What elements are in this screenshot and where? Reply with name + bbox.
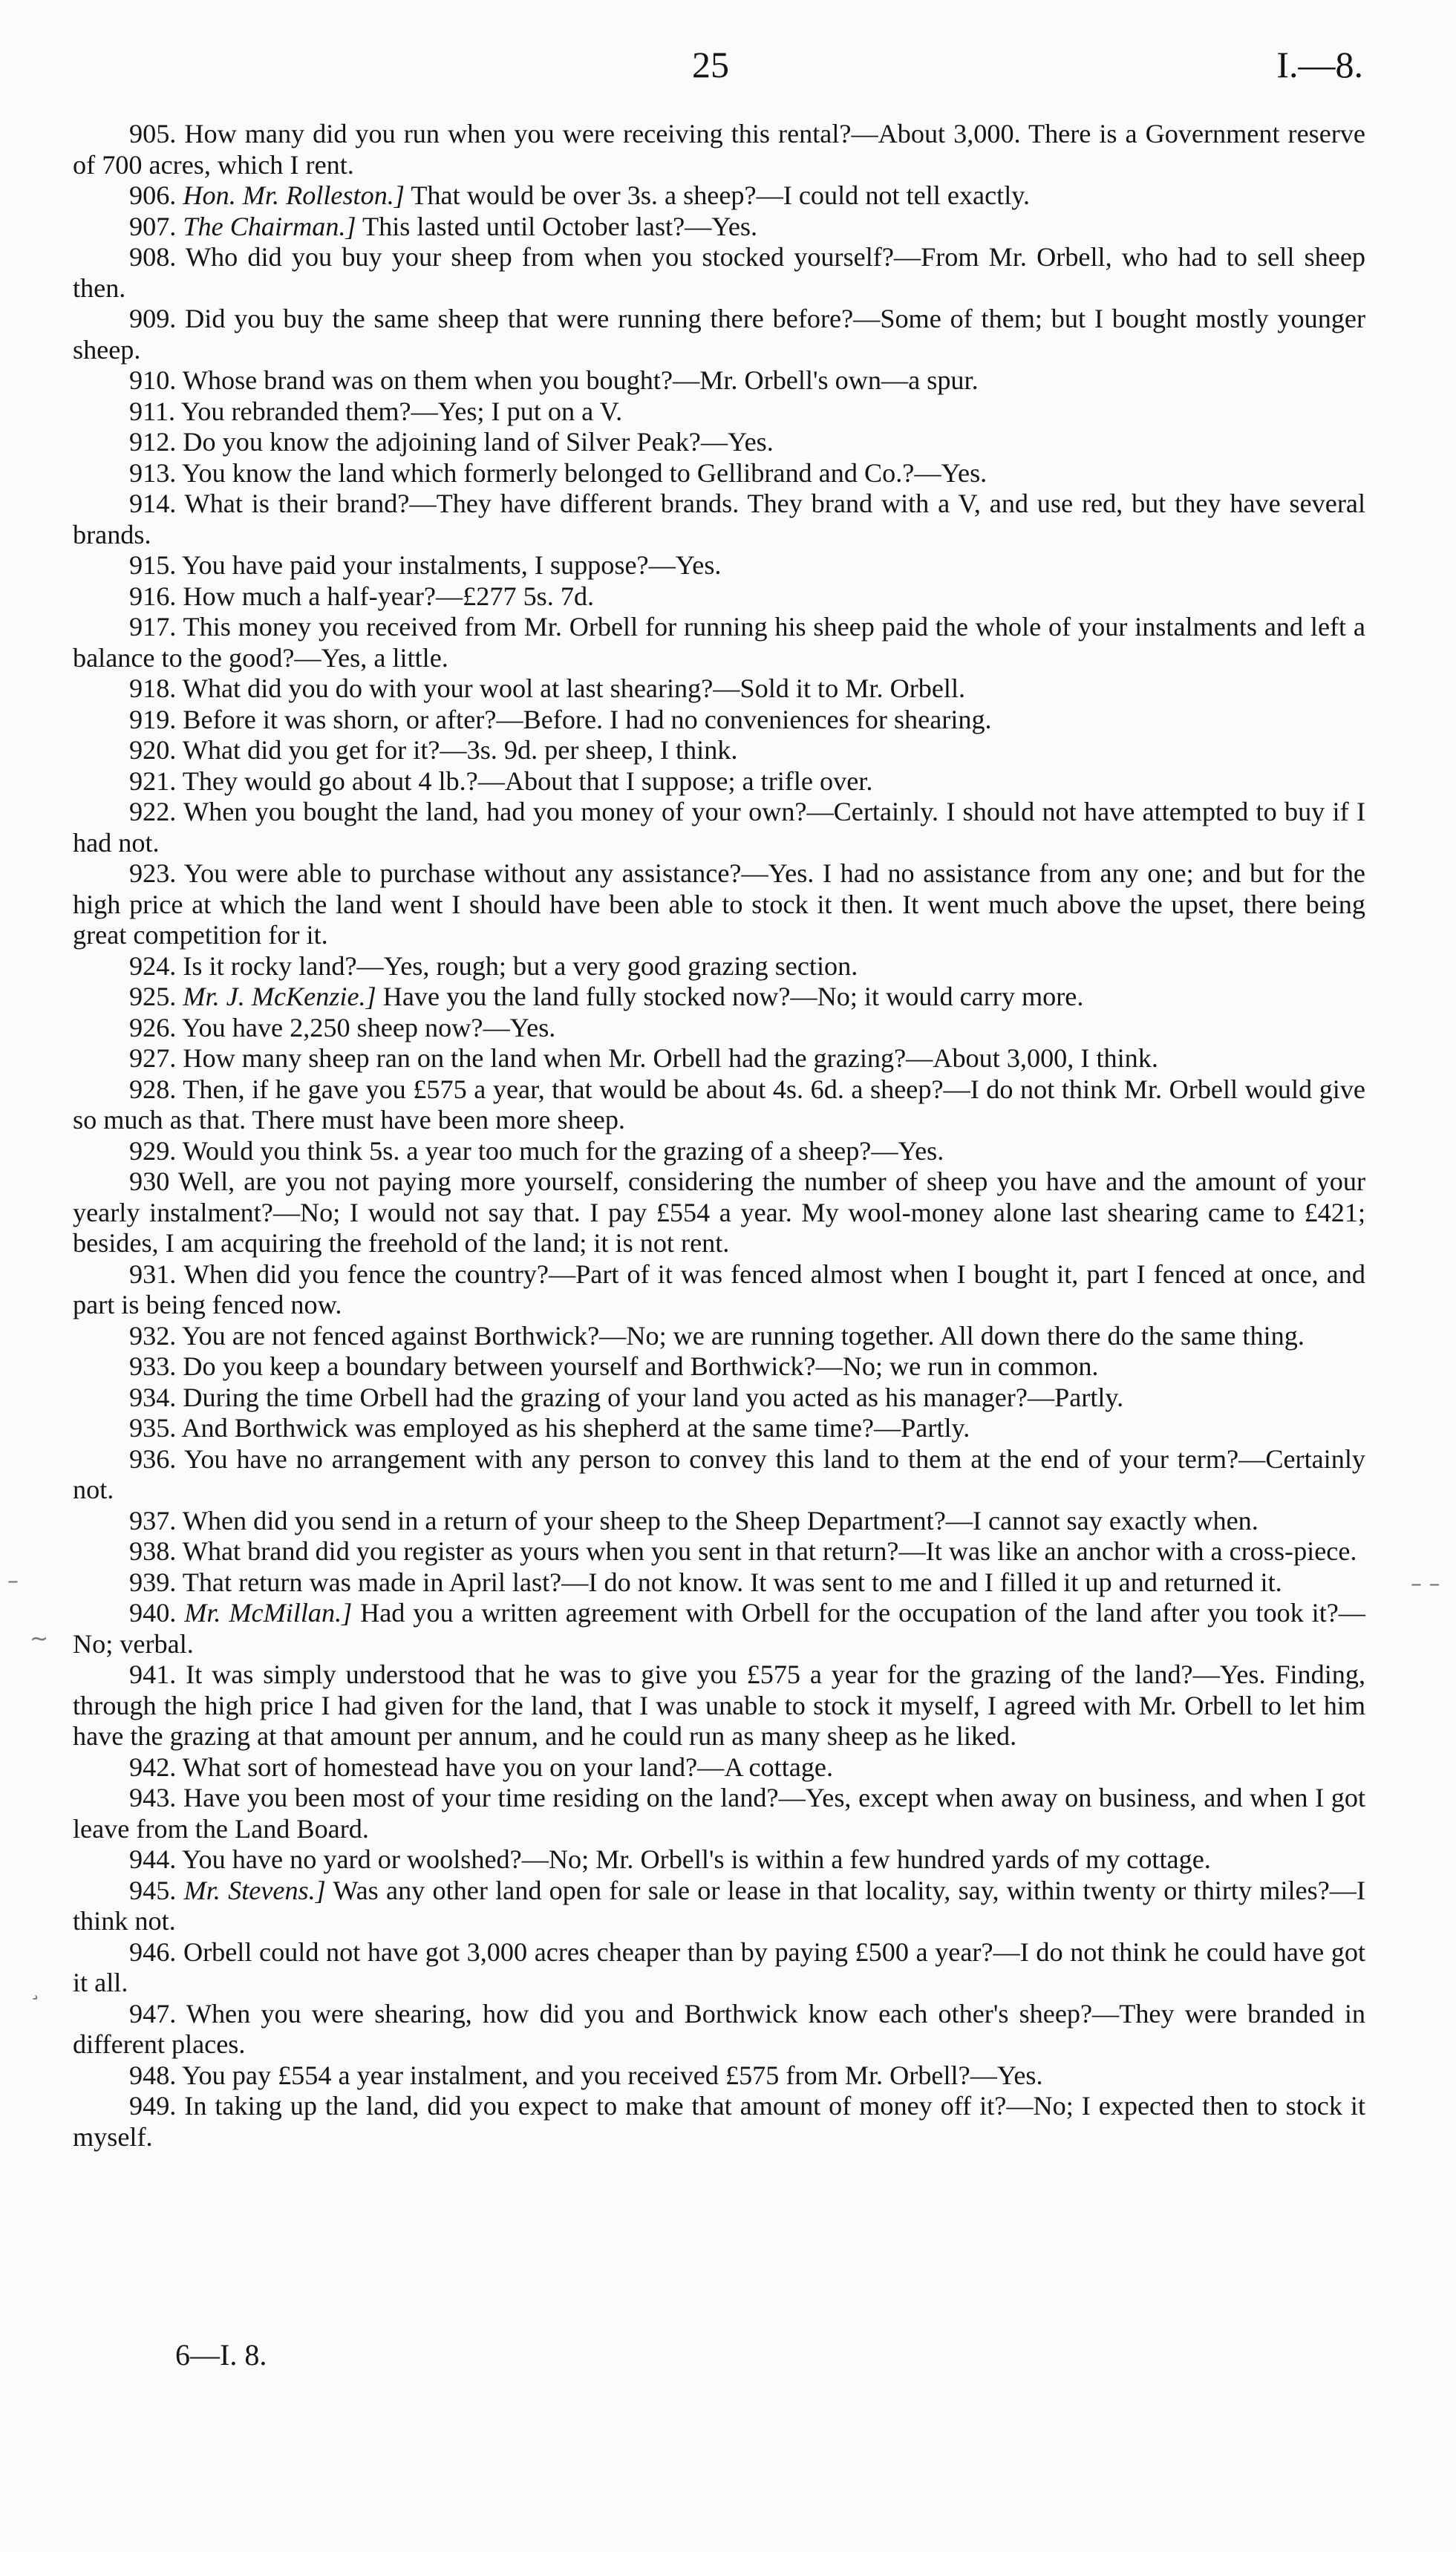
question-paragraph [73, 1136, 1365, 1167]
question-paragraph [73, 180, 1365, 212]
question-paragraph [73, 1844, 1365, 1876]
speaker-name: Mr. J. McKenzie.] [183, 982, 376, 1011]
question-answer-text: When did you send in a return of your sheep to the Sheep Department?—I cannot say exactly when. [182, 1505, 1259, 1536]
question-paragraph [73, 1999, 1365, 2060]
question-number: 934. [129, 1382, 177, 1412]
question-paragraph [73, 581, 1365, 613]
margin-mark: – [7, 1568, 19, 1594]
question-answer-text: Was any other land open for sale or lease in that locality, say, within twenty or thirty miles?—I think not. [73, 1875, 1365, 1936]
question-number: 905. [129, 119, 177, 149]
page-number: 25 [692, 44, 729, 85]
question-paragraph [73, 242, 1365, 304]
question-number: 924. [129, 950, 177, 981]
question-answer-text: Have you been most of your time residing on the land?—Yes, except when away on business, and when I got leave from the Land Board. [73, 1783, 1365, 1844]
question-number: 907. [129, 211, 177, 241]
question-number: 922. [129, 797, 177, 826]
question-answer-text: It was simply understood that he was to give you £575 a year for the grazing of the land?—Yes. Finding, through the high price I had given for the land, that I was unable to stock it myself, I agreed with Mr. Orbell to let him have the grazing at that amount per annum, and he could run as many sheep as he liked. [73, 1660, 1365, 1751]
question-paragraph [73, 1074, 1365, 1136]
question-paragraph [73, 1937, 1365, 1999]
question-paragraph [73, 1383, 1365, 1414]
question-answer-text: How much a half-year?—£277 5s. 7d. [183, 581, 595, 611]
question-paragraph [73, 304, 1365, 365]
question-paragraph [73, 427, 1365, 458]
question-answer-text: Orbell could not have got 3,000 acres cheaper than by paying £500 a year?—I do not think he could have got it all. [73, 1936, 1366, 1997]
question-number: 944. [129, 1844, 177, 1874]
question-answer-text: What is their brand?—They have different brands. They brand with a V, and use red, but they have several brands. [73, 489, 1365, 549]
question-answer-text: Had you a written agreement with Orbell for the occupation of the land after you took it?—No; verbal. [73, 1598, 1365, 1659]
speaker-name: Mr. McMillan.] [184, 1598, 353, 1628]
question-answer-text: What brand did you register as yours when you sent in that return?—It was like an anchor with a cross-piece. [182, 1536, 1357, 1566]
question-answer-text: You have paid your instalments, I suppose?—Yes. [182, 550, 722, 580]
question-answer-text: What did you do with your wool at last shearing?—Sold it to Mr. Orbell. [182, 673, 966, 703]
margin-mark: ¸ [30, 1975, 41, 2001]
question-answer-text: They would go about 4 lb.?—About that I suppose; a trifle over. [182, 766, 873, 796]
question-number: 928. [129, 1074, 177, 1104]
question-answer-text: Then, if he gave you £575 a year, that would be about 4s. 6d. a sheep?—I do not think Mr. Orbell would give so much as that. There must have been more sheep. [73, 1074, 1365, 1135]
document-reference: I.—8. [1276, 44, 1363, 85]
question-answer-text: Do you keep a boundary between yourself and Borthwick?—No; we run in common. [183, 1351, 1099, 1381]
question-paragraph [73, 982, 1365, 1013]
question-paragraph [73, 705, 1365, 736]
question-paragraph [73, 1660, 1365, 1752]
question-paragraph [73, 1043, 1365, 1074]
question-answer-text: Who did you buy your sheep from when you stocked yourself?—From Mr. Orbell, who had to sell sheep then. [73, 242, 1365, 303]
question-number: 949. [129, 2091, 177, 2121]
question-number: 931. [129, 1259, 177, 1289]
question-answer-text: And Borthwick was employed as his shepherd at the same time?—Partly. [181, 1413, 970, 1443]
question-number: 910. [129, 365, 177, 395]
question-number: 948. [129, 2060, 177, 2090]
question-paragraph [73, 951, 1365, 982]
question-number: 936. [129, 1443, 177, 1474]
question-answer-text: You were able to purchase without any assistance?—Yes. I had no assistance from any one; and but for the high price at which the land went I should have been able to stock it then. It went much above the upset, there being great competition for it. [73, 858, 1365, 950]
question-number: 935. [129, 1413, 177, 1443]
question-number: 913. [129, 457, 177, 488]
question-answer-text: When you were shearing, how did you and Borthwick know each other's sheep?—They were branded in different places. [73, 1998, 1365, 2059]
question-number: 940. [129, 1598, 177, 1628]
question-number: 914. [129, 489, 177, 518]
question-answer-text: You are not fenced against Borthwick?—No; we are running together. All down there do the same thing. [182, 1320, 1305, 1351]
question-paragraph [73, 612, 1365, 673]
question-paragraph [73, 1321, 1365, 1352]
question-paragraph [73, 1752, 1365, 1784]
question-number: 923. [129, 858, 177, 888]
question-paragraph [73, 1876, 1365, 1937]
question-answer-text: What sort of homestead have you on your land?—A cottage. [182, 1752, 834, 1782]
question-number: 941. [129, 1660, 177, 1689]
question-paragraph [73, 1567, 1365, 1599]
question-answer-text: When did you fence the country?—Part of it was fenced almost when I bought it, part I fenced at once, and part is being fenced now. [73, 1259, 1365, 1319]
question-answer-text: You pay £554 a year instalment, and you received £575 from Mr. Orbell?—Yes. [182, 2060, 1043, 2090]
question-answer-text: How many did you run when you were receiving this rental?—About 3,000. There is a Government reserve of 700 acres, which I rent. [73, 119, 1365, 180]
evidence-text [73, 119, 1365, 2153]
question-answer-text: Whose brand was on them when you bought?—Mr. Orbell's own—a spur. [182, 365, 979, 395]
question-answer-text: You have no yard or woolshed?—No; Mr. Orbell's is within a few hundred yards of my cottage. [182, 1844, 1211, 1874]
question-answer-text: This lasted until October last?—Yes. [362, 211, 758, 241]
question-number: 932. [129, 1320, 177, 1351]
question-paragraph [73, 2091, 1365, 2153]
question-number: 947. [129, 1998, 177, 2029]
question-number: 921. [129, 766, 177, 796]
question-answer-text: That return was made in April last?—I do not know. It was sent to me and I filled it up and returned it. [182, 1567, 1282, 1597]
question-number: 920. [129, 735, 177, 765]
question-paragraph [73, 858, 1365, 951]
page-header [0, 43, 1456, 95]
question-paragraph [73, 458, 1365, 489]
question-paragraph [73, 1166, 1365, 1259]
question-paragraph [73, 766, 1365, 797]
question-paragraph [73, 1783, 1365, 1844]
question-number: 911. [129, 396, 175, 426]
question-paragraph [73, 1536, 1365, 1567]
question-answer-text: This money you received from Mr. Orbell for running his sheep paid the whole of your instalments and left a balance to the good?—Yes, a little. [73, 612, 1365, 673]
question-answer-text: What did you get for it?—3s. 9d. per sheep, I think. [182, 735, 738, 765]
question-paragraph [73, 2060, 1365, 2092]
question-answer-text: Is it rocky land?—Yes, rough; but a very good grazing section. [183, 950, 858, 981]
question-answer-text: That would be over 3s. a sheep?—I could not tell exactly. [411, 180, 1031, 210]
question-answer-text: You know the land which formerly belonged to Gellibrand and Co.?—Yes. [182, 457, 987, 488]
question-paragraph [73, 119, 1365, 180]
question-answer-text: Before it was shorn, or after?—Before. I had no conveniences for shearing. [183, 704, 992, 734]
question-paragraph [73, 1013, 1365, 1044]
question-answer-text: Did you buy the same sheep that were running there before?—Some of them; but I bought mostly younger sheep. [73, 304, 1365, 365]
question-paragraph [73, 735, 1365, 766]
question-number: 925. [129, 982, 177, 1011]
question-answer-text: During the time Orbell had the grazing of your land you acted as his manager?—Partly. [183, 1382, 1124, 1412]
question-answer-text: You have no arrangement with any person to convey this land to them at the end of your term?—Certainly not. [73, 1443, 1365, 1504]
question-paragraph [73, 1351, 1365, 1383]
question-answer-text: Have you the land fully stocked now?—No; it would carry more. [382, 982, 1084, 1011]
question-paragraph [73, 212, 1365, 243]
question-number: 917. [129, 612, 177, 642]
question-number: 918. [129, 673, 177, 703]
question-paragraph [73, 396, 1365, 428]
question-number: 926. [129, 1012, 177, 1042]
question-paragraph [73, 489, 1365, 550]
question-number: 912. [129, 427, 177, 457]
question-number: 943. [129, 1783, 177, 1812]
question-paragraph [73, 1259, 1365, 1321]
margin-mark: ~ [30, 1626, 49, 1652]
question-number: 916. [129, 581, 177, 611]
question-number: 906. [129, 180, 177, 210]
question-paragraph [73, 365, 1365, 396]
question-answer-text: You rebranded them?—Yes; I put on a V. [180, 396, 623, 426]
signature-mark: 6—I. 8. [175, 2338, 267, 2372]
question-answer-text: Would you think 5s. a year too much for the grazing of a sheep?—Yes. [182, 1135, 944, 1166]
question-number: 919. [129, 704, 177, 734]
question-number: 946. [129, 1936, 177, 1967]
question-number: 945. [129, 1875, 177, 1905]
question-number: 927. [129, 1043, 177, 1073]
question-paragraph [73, 1413, 1365, 1444]
question-paragraph [73, 550, 1365, 581]
question-number: 915. [129, 550, 177, 580]
question-number: 933. [129, 1351, 177, 1381]
question-answer-text: You have 2,250 sheep now?—Yes. [182, 1012, 556, 1042]
question-paragraph [73, 1444, 1365, 1506]
question-number: 929. [129, 1135, 177, 1166]
speaker-name: Hon. Mr. Rolleston.] [183, 180, 405, 210]
question-paragraph [73, 1506, 1365, 1537]
margin-mark: – – [1411, 1571, 1440, 1597]
question-paragraph [73, 797, 1365, 858]
question-number: 939. [129, 1567, 177, 1597]
question-number: 930 [129, 1166, 170, 1196]
question-number: 942. [129, 1752, 177, 1782]
question-paragraph [73, 1598, 1365, 1660]
question-number: 908. [129, 242, 177, 272]
question-number: 937. [129, 1505, 177, 1536]
question-paragraph [73, 673, 1365, 705]
speaker-name: The Chairman.] [183, 211, 356, 241]
question-answer-text: Do you know the adjoining land of Silver Peak?—Yes. [183, 427, 774, 457]
speaker-name: Mr. Stevens.] [183, 1875, 326, 1905]
question-answer-text: When you bought the land, had you money of your own?—Certainly. I should not have attempted to buy if I had not. [73, 797, 1365, 858]
question-answer-text: Well, are you not paying more yourself, considering the number of sheep you have and the amount of your yearly instalment?—No; I would not say that. I pay £554 a year. My wool-money alone last shearing came to £421; besides, I am acquiring the freehold of the land; it is not rent. [73, 1166, 1365, 1258]
question-number: 909. [129, 304, 177, 333]
question-answer-text: In taking up the land, did you expect to make that amount of money off it?—No; I expected then to stock it myself. [73, 2091, 1366, 2152]
question-number: 938. [129, 1536, 177, 1566]
question-answer-text: How many sheep ran on the land when Mr. Orbell had the grazing?—About 3,000, I think. [183, 1043, 1158, 1073]
